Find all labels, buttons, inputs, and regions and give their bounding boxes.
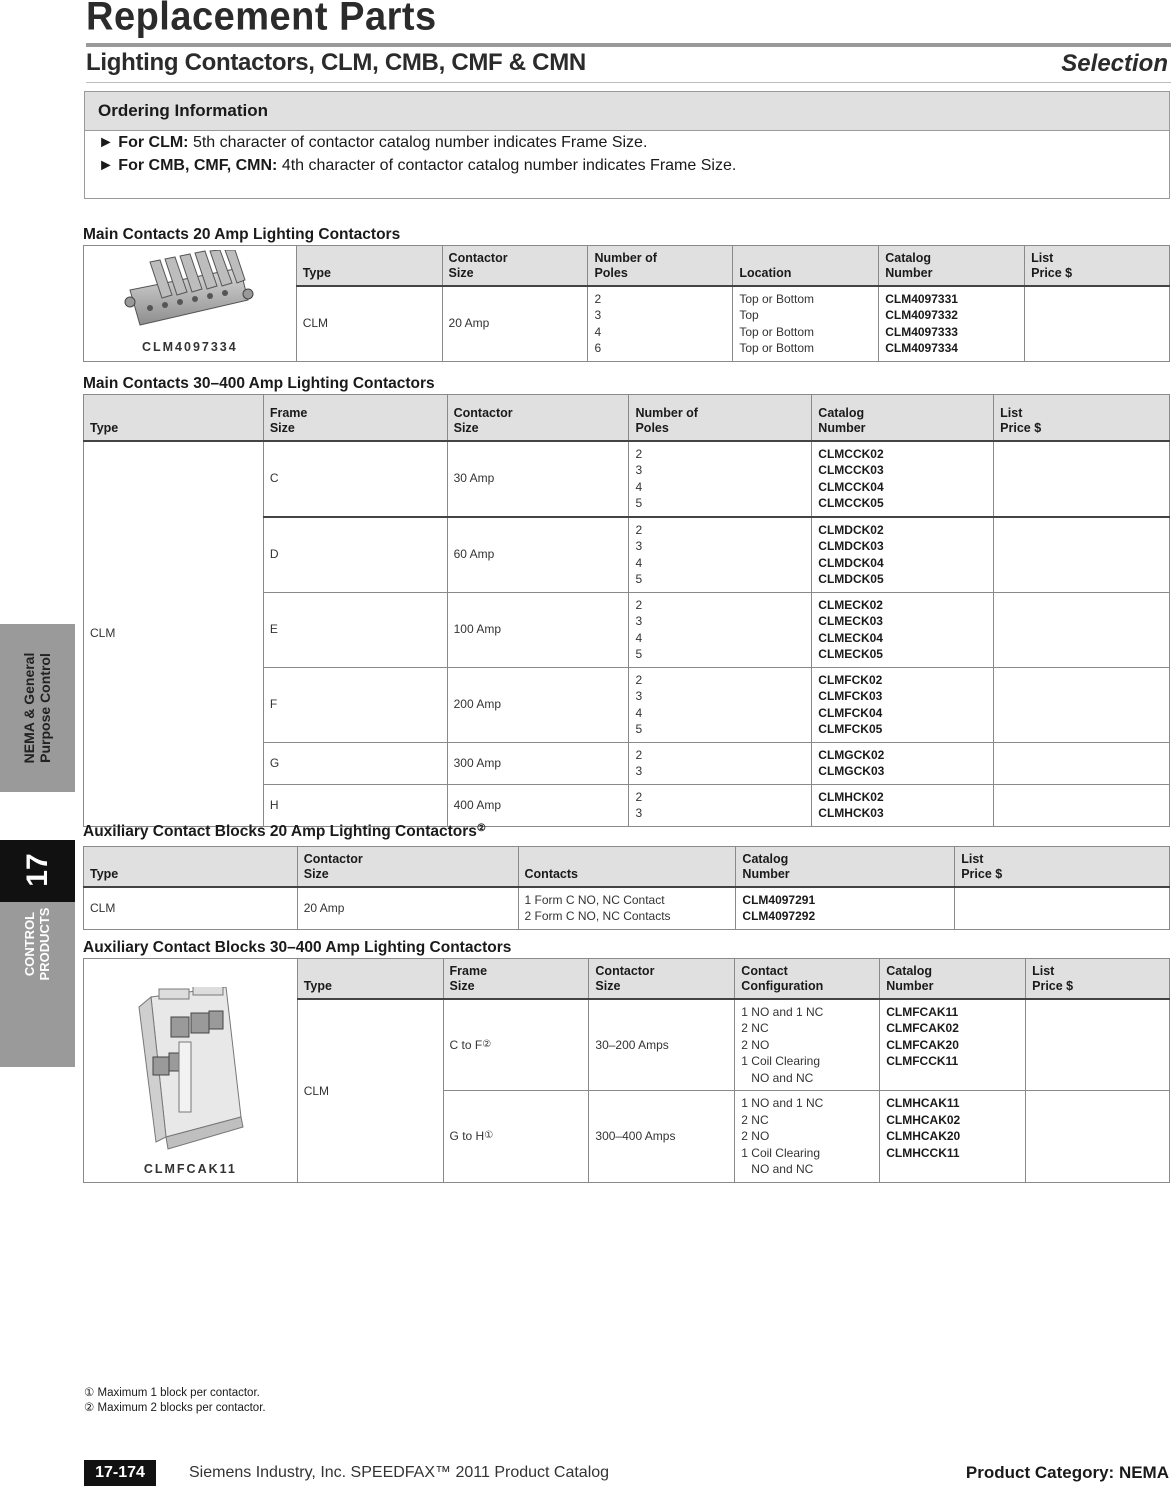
- size-cell: 30–200 Amps: [589, 999, 735, 1091]
- frame-cell: C: [263, 441, 447, 517]
- side-tab-nema-label: NEMA & General Purpose Control: [21, 652, 53, 764]
- col-header: List Price $: [1025, 246, 1170, 286]
- ordering-line: ► For CLM: 5th character of contactor catalog number indicates Frame Size.: [98, 134, 648, 151]
- poles-cell: 2 3: [629, 784, 812, 826]
- col-header: Contactor Size: [442, 246, 588, 286]
- catalog-cell: CLMECK02 CLMECK03 CLMECK04 CLMECK05: [812, 592, 994, 667]
- table-main-contacts-30-400a: [83, 394, 1170, 827]
- col-header: Number of Poles: [588, 246, 733, 286]
- poles-cell: 2 3 4 5: [629, 592, 812, 667]
- ordering-info-heading: Ordering Information: [85, 92, 1169, 131]
- contacts-cell: 1 Form C NO, NC Contact 2 Form C NO, NC Contacts: [518, 887, 736, 930]
- catalog-cell: CLM4097291 CLM4097292: [736, 887, 955, 930]
- poles-cell: 2 3 4 5: [629, 667, 812, 742]
- image-caption: CLM4097334: [141, 340, 238, 354]
- col-header: List Price $: [1026, 959, 1170, 999]
- price-cell: [955, 887, 1170, 930]
- page-title: Replacement Parts: [86, 0, 437, 40]
- contactor-terminal-block-image: [90, 250, 290, 345]
- ordering-line: ► For CMB, CMF, CMN: 4th character of contactor catalog number indicates Frame Size.: [98, 157, 737, 174]
- config-cell: 1 NO and 1 NC 2 NC 2 NO 1 Coil Clearing NO and NC: [735, 999, 880, 1091]
- col-header: Type: [296, 246, 442, 286]
- col-header: Contactor Size: [447, 395, 629, 441]
- catalog-cell: CLMHCK02 CLMHCK03: [812, 784, 994, 826]
- image-caption: CLMFCAK11: [143, 1161, 237, 1176]
- table-aux-contacts-20a: [83, 846, 1170, 930]
- side-tab-control-label: CONTROL PRODUCTS: [22, 907, 52, 981]
- col-header: List Price $: [994, 395, 1170, 441]
- product-image-cell: [84, 959, 298, 1183]
- price-cell: [994, 742, 1170, 784]
- size-cell: 20 Amp: [442, 286, 588, 362]
- price-cell: [1025, 286, 1170, 362]
- size-cell: 20 Amp: [297, 887, 518, 930]
- size-cell: 200 Amp: [447, 667, 629, 742]
- price-cell: [994, 441, 1170, 517]
- catalog-cell: CLMFCK02 CLMFCK03 CLMFCK04 CLMFCK05: [812, 667, 994, 742]
- subtitle-rule: [86, 82, 1171, 83]
- type-cell: CLM: [297, 999, 443, 1183]
- side-tab-control-products[interactable]: [0, 902, 75, 1067]
- col-header: Frame Size: [443, 959, 589, 999]
- col-header: Type: [84, 847, 298, 887]
- size-cell: 300–400 Amps: [589, 1091, 735, 1183]
- catalog-cell: CLMDCK02 CLMDCK03 CLMDCK04 CLMDCK05: [812, 517, 994, 593]
- side-tab-nema[interactable]: [0, 624, 75, 792]
- section-tag: Selection: [1061, 50, 1168, 77]
- price-cell: [994, 667, 1170, 742]
- ordering-info-box: [84, 91, 1170, 199]
- table1-title: Main Contacts 20 Amp Lighting Contactors: [83, 226, 401, 243]
- size-cell: 300 Amp: [447, 742, 629, 784]
- col-header: Frame Size: [263, 395, 447, 441]
- footnote: ② Maximum 2 blocks per contactor.: [84, 1402, 266, 1414]
- col-header: Catalog Number: [736, 847, 955, 887]
- col-header: Type: [84, 395, 264, 441]
- col-header: Catalog Number: [879, 246, 1025, 286]
- footer-catalog-text: Siemens Industry, Inc. SPEEDFAX™ 2011 Product Catalog: [189, 1464, 610, 1481]
- title-rule: [86, 43, 1171, 47]
- col-header: Catalog Number: [880, 959, 1026, 999]
- col-header: Contacts: [518, 847, 736, 887]
- price-cell: [994, 592, 1170, 667]
- col-header: List Price $: [955, 847, 1170, 887]
- frame-cell: C to F②: [443, 999, 589, 1091]
- poles-cell: 2 3: [629, 742, 812, 784]
- product-image-cell: [84, 246, 297, 362]
- type-cell: CLM: [84, 887, 298, 930]
- catalog-cell: CLMGCK02 CLMGCK03: [812, 742, 994, 784]
- col-header: Number of Poles: [629, 395, 812, 441]
- size-cell: 100 Amp: [447, 592, 629, 667]
- col-header: Type: [297, 959, 443, 999]
- poles-cell: 2 3 4 5: [629, 441, 812, 517]
- page-number: 17-174: [84, 1460, 156, 1486]
- size-cell: 400 Amp: [447, 784, 629, 826]
- frame-cell: D: [263, 517, 447, 593]
- chapter-number-tab[interactable]: [0, 840, 75, 902]
- frame-cell: E: [263, 592, 447, 667]
- table-aux-contacts-30-400a: [83, 958, 1170, 1183]
- table3-title: Auxiliary Contact Blocks 20 Amp Lighting Contactors②: [83, 823, 486, 840]
- aux-contact-block-image: [131, 987, 251, 1157]
- col-header: Catalog Number: [812, 395, 994, 441]
- price-cell: [994, 784, 1170, 826]
- footnotes: [84, 1386, 266, 1416]
- col-header: Location: [733, 246, 879, 286]
- poles-cell: 2 3 4 6: [588, 286, 733, 362]
- footnote: ① Maximum 1 block per contactor.: [84, 1387, 260, 1399]
- size-cell: 60 Amp: [447, 517, 629, 593]
- type-cell: CLM: [296, 286, 442, 362]
- poles-cell: 2 3 4 5: [629, 517, 812, 593]
- catalog-cell: CLM4097331 CLM4097332 CLM4097333 CLM4097334: [879, 286, 1025, 362]
- location-cell: Top or Bottom Top Top or Bottom Top or Bottom: [733, 286, 879, 362]
- price-cell: [1026, 999, 1170, 1091]
- table-row: [84, 887, 1170, 930]
- table4-title: Auxiliary Contact Blocks 30–400 Amp Lighting Contactors: [83, 939, 512, 956]
- catalog-cell: CLMHCAK11 CLMHCAK02 CLMHCAK20 CLMHCCK11: [880, 1091, 1026, 1183]
- table2-title: Main Contacts 30–400 Amp Lighting Contactors: [83, 375, 435, 392]
- config-cell: 1 NO and 1 NC 2 NC 2 NO 1 Coil Clearing NO and NC: [735, 1091, 880, 1183]
- footer-product-category: Product Category: NEMA: [965, 1463, 1169, 1482]
- catalog-cell: CLMFCAK11 CLMFCAK02 CLMFCAK20 CLMFCCK11: [880, 999, 1026, 1091]
- chapter-number: 17: [21, 853, 54, 887]
- col-header: Contactor Size: [589, 959, 735, 999]
- frame-cell: H: [263, 784, 447, 826]
- page-subtitle: Lighting Contactors, CLM, CMB, CMF & CMN: [86, 49, 586, 76]
- frame-cell: G to H①: [443, 1091, 589, 1183]
- frame-cell: G: [263, 742, 447, 784]
- price-cell: [1026, 1091, 1170, 1183]
- col-header: Contact Configuration: [735, 959, 880, 999]
- table-main-contacts-20a: [83, 245, 1170, 362]
- frame-cell: F: [263, 667, 447, 742]
- size-cell: 30 Amp: [447, 441, 629, 517]
- table-row: [84, 441, 1170, 517]
- catalog-cell: CLMCCK02 CLMCCK03 CLMCCK04 CLMCCK05: [812, 441, 994, 517]
- type-cell: CLM: [84, 441, 264, 827]
- price-cell: [994, 517, 1170, 593]
- col-header: Contactor Size: [297, 847, 518, 887]
